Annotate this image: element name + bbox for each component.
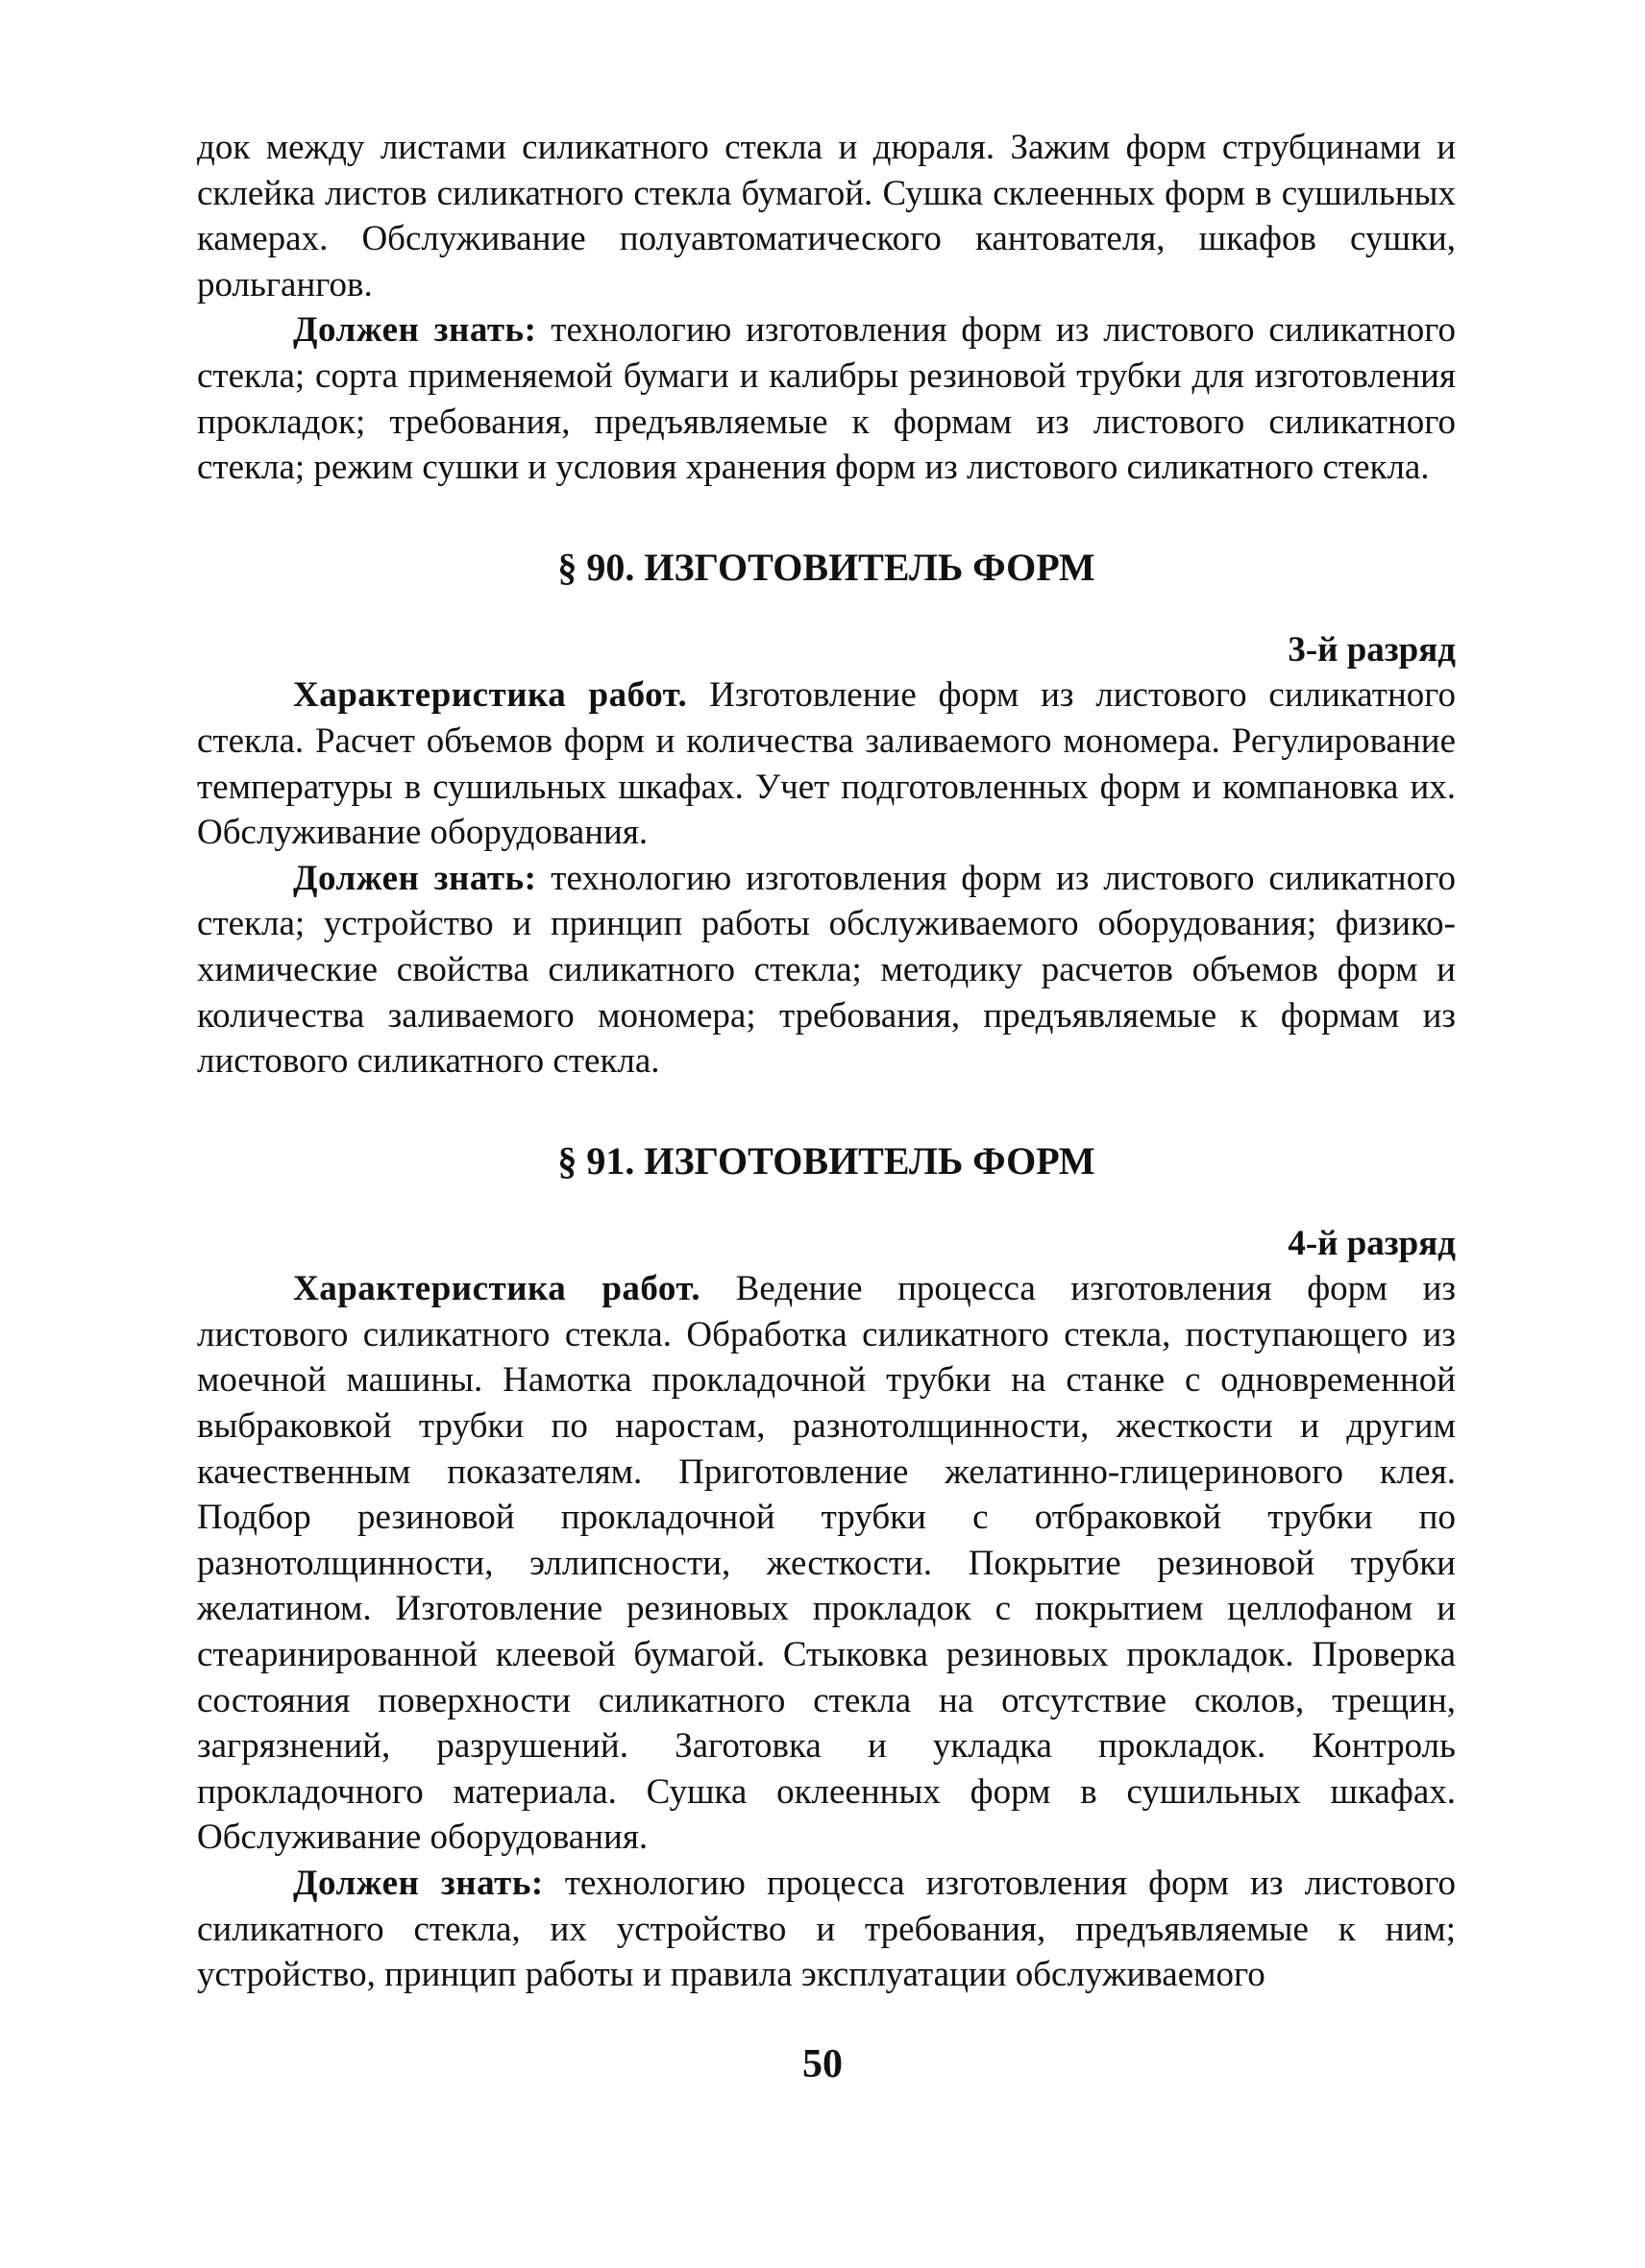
- requirements-lead: Должен знать:: [293, 310, 537, 351]
- requirements-text: технологию изготовления форм из листового силикатного стекла; устройство и принцип работы обслуживаемого оборудования; физико-химические свойства силикатного стекла; методику расчетов объемов форм и количества заливаемого мономера; требования, предъявляемые к формам из листового силикатного стекла.: [197, 858, 1456, 1082]
- section-90-grade: 3-й разряд: [1288, 629, 1456, 670]
- intro-paragraph: док между листами силикатного стекла и дюраля. Зажим форм струбцинами и склейка листов силикатного стекла бумагой. Сушка склеенных форм в сушильных камерах. Обслуживание полуавтоматического кантователя, шкафов сушки, рольгангов.: [197, 128, 1456, 305]
- requirements-text: технологию процесса изготовления форм из листового силикатного стекла, их устройство и требования, предъявляемые к ним; устройство, принцип работы и правила эксплуатации обслуживаемого: [197, 1864, 1456, 1995]
- page-body: [197, 125, 1456, 1998]
- section-91-characteristics: [197, 1266, 1456, 1861]
- section-91-heading: § 91. ИЗГОТОВИТЕЛЬ ФОРМ: [557, 1138, 1095, 1183]
- page-number: 50: [802, 2042, 843, 2086]
- requirements-lead: Должен знать:: [293, 1864, 544, 1903]
- section-90-characteristics: [197, 672, 1456, 855]
- characteristics-text: Изготовление форм из листового силикатного стекла. Расчет объемов форм и количества заливаемого мономера. Регулирование температуры в сушильных шкафах. Учет подготовленных форм и компановка их. Обслуживание оборудования.: [197, 675, 1456, 853]
- intro-requirements-paragraph: [197, 307, 1456, 490]
- section-90-heading: § 90. ИЗГОТОВИТЕЛЬ ФОРМ: [557, 545, 1095, 589]
- requirements-text: технологию изготовления форм из листового силикатного стекла; сорта применяемой бумаги и калибры резиновой трубки для изготовления прокладок; требования, предъявляемые к формам из листового силикатного стекла; режим сушки и условия хранения форм из листового силикатного стекла.: [197, 310, 1456, 488]
- section-91-grade: 4-й разряд: [1288, 1223, 1456, 1263]
- section-90-requirements: [197, 856, 1456, 1085]
- section-91-requirements: [197, 1861, 1456, 1998]
- characteristics-lead: Характеристика работ.: [293, 675, 688, 716]
- characteristics-lead: Характеристика работ.: [293, 1269, 701, 1309]
- characteristics-text: Ведение процесса изготовления форм из листового силикатного стекла. Обработка силикатного стекла, поступающего из моечной машины. Намотка прокладочной трубки на станке с одновременной выбраковкой трубки по наростам, разнотолщинности, жесткости и другим качественным показателям. Приготовление желатинно-глицеринового клея. Подбор резиновой прокладочной трубки с отбраковкой трубки по разнотолщинности, эллипсности, жесткости. Покрытие резиновой трубки желатином. Изготовление резиновых прокладок с покрытием целлофаном и стеаринированной клеевой бумагой. Стыковка резиновых прокладок. Проверка состояния поверхности силикатного стекла на отсутствие сколов, трещин, загрязнений, разрушений. Заготовка и укладка прокладок. Контроль прокладочного материала. Сушка оклеенных форм в сушильных шкафах. Обслуживание оборудования.: [197, 1269, 1457, 1858]
- requirements-lead: Должен знать:: [293, 858, 537, 898]
